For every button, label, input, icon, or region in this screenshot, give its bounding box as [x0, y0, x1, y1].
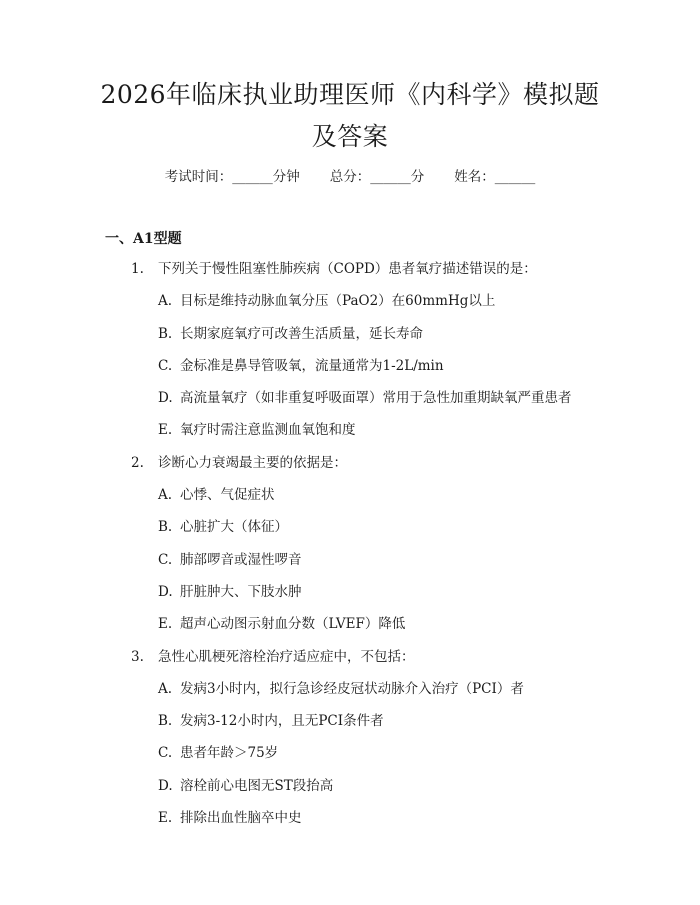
- option-letter: C.: [158, 551, 173, 568]
- option-letter: B.: [158, 325, 173, 342]
- option-text: 心脏扩大（体征）: [180, 519, 288, 536]
- option-text: 氧疗时需注意监测血氧饱和度: [180, 422, 356, 439]
- document-title: [90, 74, 610, 158]
- option-letter: B.: [158, 713, 173, 730]
- option-letter: D.: [158, 777, 173, 794]
- option-item: [0, 387, 700, 419]
- question-stem: [0, 258, 700, 290]
- question-text: 诊断心力衰竭最主要的依据是：: [158, 454, 347, 471]
- option-item: [0, 807, 700, 839]
- question-number: 3.: [131, 648, 144, 665]
- option-item: [0, 484, 700, 516]
- option-text: 心悸、气促症状: [180, 487, 275, 504]
- option-text: 发病3小时内，拟行急诊经皮冠状动脉介入治疗（PCI）者: [180, 680, 524, 697]
- option-text: 患者年龄＞75岁: [180, 745, 279, 762]
- question-text: 急性心肌梗死溶栓治疗适应症中，不包括：: [158, 648, 415, 665]
- option-letter: C.: [158, 745, 173, 762]
- title-line-1: 2026年临床执业助理医师《内科学》模拟题: [100, 80, 600, 109]
- question-number: 2.: [131, 454, 144, 471]
- question-stem: [0, 646, 700, 678]
- option-text: 高流量氧疗（如非重复呼吸面罩）常用于急性加重期缺氧严重患者: [180, 390, 572, 407]
- option-item: [0, 613, 700, 645]
- option-letter: B.: [158, 519, 173, 536]
- option-item: [0, 419, 700, 451]
- option-text: 溶栓前心电图无ST段抬高: [180, 777, 334, 794]
- option-text: 肝脏肿大、下肢水肿: [180, 583, 302, 600]
- option-item: [0, 516, 700, 548]
- exam-info: [0, 166, 700, 188]
- exam-time-field: 考试时间：______分钟: [164, 169, 300, 185]
- title-line-2: 及答案: [311, 122, 389, 151]
- option-item: [0, 742, 700, 774]
- section-heading: 一、A1型题: [105, 231, 182, 247]
- option-item: [0, 355, 700, 387]
- option-letter: E.: [158, 810, 173, 827]
- option-item: [0, 710, 700, 742]
- option-text: 长期家庭氧疗可改善生活质量，延长寿命: [180, 325, 423, 342]
- option-text: 金标准是鼻导管吸氧，流量通常为1-2L/min: [180, 357, 444, 374]
- total-score-field: 总分：______分: [329, 169, 425, 185]
- option-text: 排除出血性脑卒中史: [180, 810, 302, 827]
- option-letter: A.: [158, 487, 173, 504]
- option-item: [0, 775, 700, 807]
- option-text: 发病3-12小时内，且无PCI条件者: [180, 713, 384, 730]
- name-field: 姓名：______: [454, 169, 536, 185]
- option-text: 肺部啰音或湿性啰音: [180, 551, 302, 568]
- option-text: 目标是维持动脉血氧分压（PaO2）在60mmHg以上: [180, 293, 496, 310]
- option-letter: A.: [158, 293, 173, 310]
- option-letter: D.: [158, 390, 173, 407]
- question-number: 1.: [131, 261, 144, 277]
- option-item: [0, 678, 700, 710]
- option-letter: C.: [158, 357, 173, 374]
- question-stem: [0, 452, 700, 484]
- option-item: [0, 581, 700, 613]
- option-item: [0, 549, 700, 581]
- option-letter: A.: [158, 680, 173, 697]
- option-letter: E.: [158, 616, 173, 633]
- option-letter: D.: [158, 583, 173, 600]
- option-text: 超声心动图示射血分数（LVEF）降低: [180, 616, 406, 633]
- option-letter: E.: [158, 422, 173, 439]
- option-item: [0, 290, 700, 322]
- question-text: 下列关于慢性阻塞性肺疾病（COPD）患者氧疗描述错误的是：: [158, 261, 537, 277]
- question-list: [0, 258, 700, 839]
- option-item: [0, 323, 700, 355]
